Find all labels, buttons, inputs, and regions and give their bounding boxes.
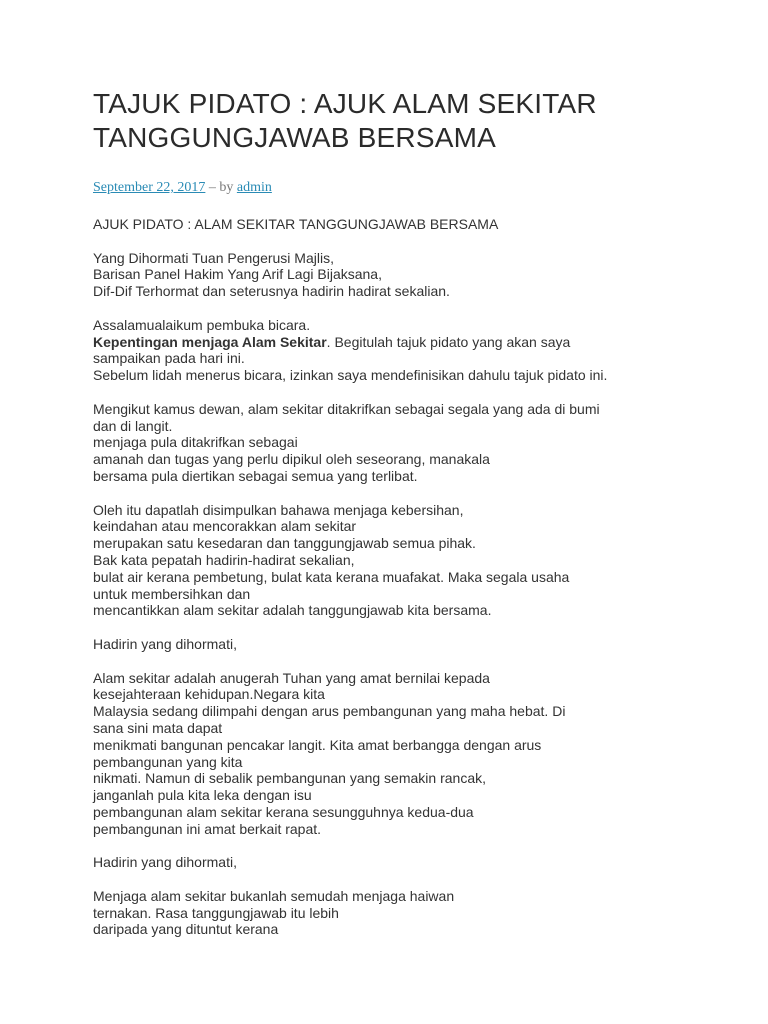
paragraph-line: bersama pula diertikan sebagai semua yang terlibat.	[93, 467, 418, 484]
paragraph	[93, 250, 708, 300]
paragraph-line: merupakan satu kesedaran dan tanggungjawab semua pihak.	[93, 535, 476, 552]
paragraph-line: mencantikkan alam sekitar adalah tanggungjawab kita bersama.	[93, 602, 492, 619]
paragraph-line: Yang Dihormati Tuan Pengerusi Majlis,	[93, 249, 334, 266]
paragraph-line: sana sini mata dapat	[93, 719, 223, 736]
paragraph	[93, 317, 708, 384]
paragraph	[93, 670, 708, 838]
paragraph-line: bulat air kerana pembetung, bulat kata kerana muafakat. Maka segala usaha	[93, 568, 570, 585]
paragraph-line: Bak kata pepatah hadirin-hadirat sekalian,	[93, 551, 355, 568]
paragraph	[93, 854, 708, 871]
paragraph-line: Hadirin yang dihormati,	[93, 854, 237, 871]
article-title-line: TAJUK PIDATO : AJUK ALAM SEKITAR	[93, 88, 597, 119]
paragraph-line: pembangunan ini amat berkait rapat.	[93, 820, 322, 837]
paragraph	[93, 216, 708, 233]
article-body	[93, 216, 708, 938]
paragraph-line: amanah dan tugas yang perlu dipikul oleh seseorang, manakala	[93, 451, 490, 468]
paragraph-line: keindahan atau mencorakkan alam sekitar	[93, 518, 357, 535]
paragraph-line: dan di langit.	[93, 417, 173, 434]
paragraph-line: sampaikan pada hari ini.	[93, 350, 245, 367]
paragraph-line: nikmati. Namun di sebalik pembangunan yang semakin rancak,	[93, 770, 486, 787]
paragraph-line: Dif-Dif Terhormat dan seterusnya hadirin hadirat sekalian.	[93, 283, 450, 300]
paragraph-line: Alam sekitar adalah anugerah Tuhan yang amat bernilai kepada	[93, 669, 490, 686]
paragraph	[93, 636, 708, 653]
paragraph-line: pembangunan yang kita	[93, 753, 243, 770]
post-meta	[93, 179, 708, 197]
paragraph	[93, 401, 708, 485]
paragraph-line: Sebelum lidah menerus bicara, izinkan saya mendefinisikan dahulu tajuk pidato ini.	[93, 367, 608, 384]
paragraph-line: Oleh itu dapatlah disimpulkan bahawa menjaga kebersihan,	[93, 501, 464, 518]
paragraph-line: untuk membersihkan dan	[93, 585, 251, 602]
byline-separator: – by	[205, 180, 237, 195]
paragraph-line: Hadirin yang dihormati,	[93, 635, 237, 652]
paragraph-line: janganlah pula kita leka dengan isu	[93, 787, 312, 804]
bold-topic-text: Kepentingan menjaga Alam Sekitar	[93, 333, 327, 350]
paragraph-line	[93, 334, 708, 351]
article-title-line: TANGGUNGJAWAB BERSAMA	[93, 122, 496, 153]
paragraph-line: pembangunan alam sekitar kerana sesungguhnya kedua-dua	[93, 803, 474, 820]
paragraph-text: . Begitulah tajuk pidato yang akan saya	[326, 333, 571, 350]
paragraph	[93, 888, 708, 938]
paragraph-line: Barisan Panel Hakim Yang Arif Lagi Bijaksana,	[93, 266, 382, 283]
paragraph-line: Malaysia sedang dilimpahi dengan arus pembangunan yang maha hebat. Di	[93, 703, 566, 720]
paragraph-line: menikmati bangunan pencakar langit. Kita amat berbangga dengan arus	[93, 736, 542, 753]
paragraph-line: daripada yang dituntut kerana	[93, 921, 279, 938]
article-title	[93, 87, 708, 155]
post-date-link[interactable]: September 22, 2017	[93, 180, 206, 195]
paragraph-line: Menjaga alam sekitar bukanlah semudah menjaga haiwan	[93, 887, 455, 904]
paragraph-line: Assalamualaikum pembuka bicara.	[93, 316, 311, 333]
paragraph-line: AJUK PIDATO : ALAM SEKITAR TANGGUNGJAWAB BERSAMA	[93, 216, 499, 232]
author-link[interactable]: admin	[236, 180, 272, 195]
paragraph-line: menjaga pula ditakrifkan sebagai	[93, 434, 298, 451]
paragraph-line: kesejahteraan kehidupan.Negara kita	[93, 686, 325, 703]
paragraph-line: ternakan. Rasa tanggungjawab itu lebih	[93, 904, 339, 921]
paragraph	[93, 502, 708, 620]
paragraph-line: Mengikut kamus dewan, alam sekitar ditakrifkan sebagai segala yang ada di bumi	[93, 400, 600, 417]
